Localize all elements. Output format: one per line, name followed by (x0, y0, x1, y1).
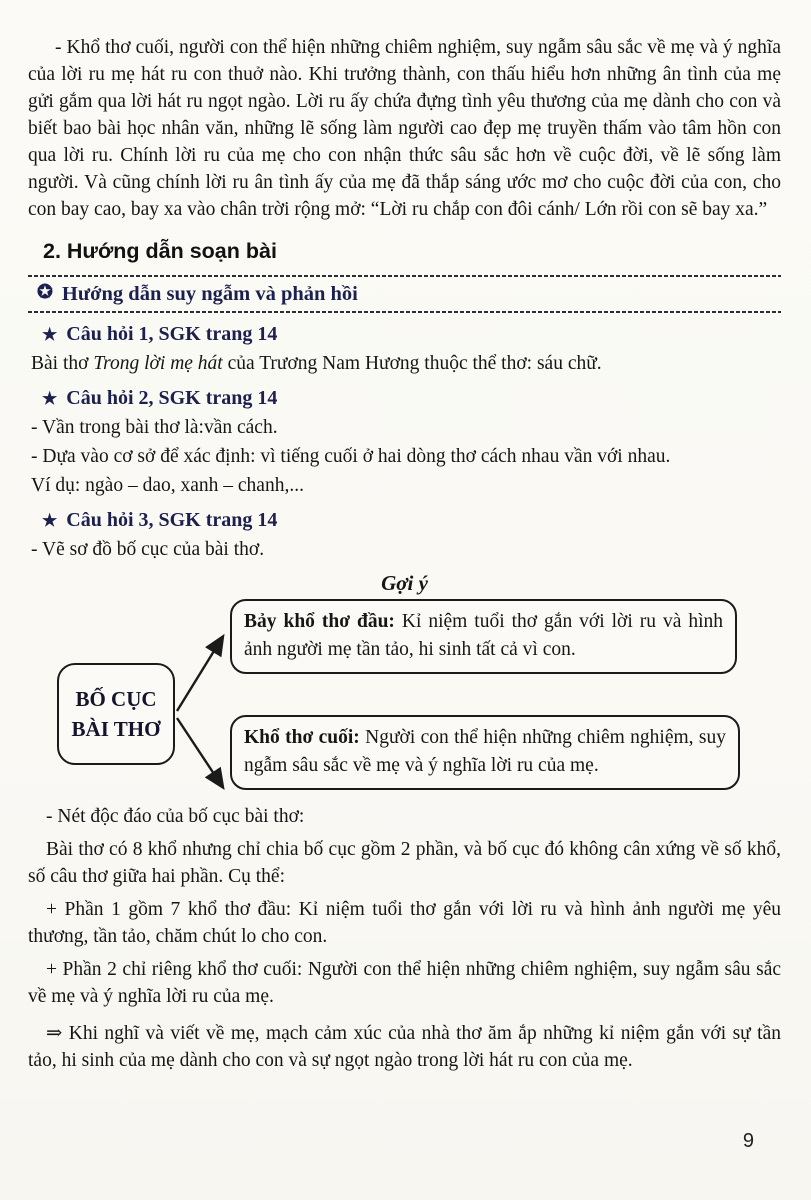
question-3-heading (42, 507, 781, 534)
branch-2-label: Khổ thơ cuối: (244, 727, 360, 748)
question-1-answer: Bài thơ Trong lời mẹ hát của Trương Nam Hương thuộc thể thơ: sáu chữ. (31, 353, 602, 374)
question-2-answer-line: - Dựa vào cơ sở để xác định: vì tiếng cuối ở hai dòng thơ cách nhau vần với nhau. (31, 446, 671, 467)
analysis-paragraph: Bài thơ có 8 khổ nhưng chỉ chia bố cục gồm 2 phần, và bố cục đó không cân xứng về số khổ, số câu thơ giữa hai phần. Cụ thể: (28, 839, 781, 887)
guide-banner-row (28, 277, 781, 311)
guide-banner (28, 275, 781, 313)
arrow-to-branch-2 (177, 718, 222, 786)
page-number: 9 (742, 1130, 754, 1152)
question-2-answer-line: - Vần trong bài thơ là:vần cách. (31, 417, 278, 438)
branch-1-text: Kỉ niệm tuổi thơ gắn với lời ru và hình ảnh người mẹ tần tảo, hi sinh tất cả vì con. (244, 611, 723, 660)
conclusion-paragraph: ⇒ Khi nghĩ và viết về mẹ, mạch cảm xúc của nhà thơ ăm ắp những kỉ niệm gắn với sự tần tảo, hi sinh của mẹ dành cho con và sự ngọt ngào trong lời hát ru con của mẹ. (28, 1023, 781, 1071)
intro-paragraph: - Khổ thơ cuối, người con thể hiện những chiêm nghiệm, suy ngẫm sâu sắc về mẹ và ý nghĩa của lời ru mẹ hát ru con thuở nào. Khi trưởng thành, con thấu hiểu hơn những ân tình của mẹ gửi gắm qua lời hát ru ngọt ngào. Lời ru ấy chứa đựng tình yêu thương của mẹ dành cho con và biết bao bài học nhân văn, những lẽ sống làm người cao đẹp mẹ truyền thấm vào tâm hồn con qua lời ru. Chính lời ru của mẹ cho con nhận thức sâu sắc hơn về cuộc đời, về lẽ sống làm người. Và cũng chính lời ru ân tình ấy của mẹ đã thắp sáng ước mơ cho cuộc đời của con, cho con bay cao, bay xa vào chân trời rộng mở: “Lời ru chắp con đôi cánh/ Lớn rồi con sẽ bay xa.” (28, 37, 781, 220)
upper-content (0, 0, 811, 597)
lower-content (0, 803, 811, 1074)
branch-1-label: Bảy khổ thơ đầu: (244, 611, 395, 632)
dashed-divider-bottom (28, 311, 781, 313)
question-2-answer-line: Ví dụ: ngào – dao, xanh – chanh,... (31, 475, 304, 496)
star-icon: ★ (42, 325, 58, 344)
diagram-branch-1-box (230, 599, 737, 674)
arrow-to-branch-1 (177, 638, 222, 711)
question-1-title: Câu hỏi 1, SGK trang 14 (66, 323, 278, 345)
circled-star-icon: ✪ (37, 282, 53, 303)
branch-2-text: Người con thể hiện những chiêm nghiệm, suy ngẫm sâu sắc về mẹ và ý nghĩa lời ru của mẹ. (244, 727, 726, 776)
diagram-root-box (57, 663, 175, 765)
root-box-line-1: BỐ CỤC (75, 687, 157, 711)
question-3-title: Câu hỏi 3, SGK trang 14 (66, 509, 278, 531)
question-1-heading (42, 321, 781, 348)
question-3-answer-line: - Vẽ sơ đồ bố cục của bài thơ. (31, 539, 265, 560)
analysis-paragraph: - Nét độc đáo của bố cục bài thơ: (46, 806, 305, 827)
structure-diagram (0, 597, 811, 797)
star-icon: ★ (42, 511, 58, 530)
analysis-paragraph: + Phần 1 gồm 7 khổ thơ đầu: Kỉ niệm tuổi thơ gắn với lời ru và hình ảnh người mẹ yêu thương, tần tảo, chăm chút lo cho con. (28, 899, 781, 947)
guide-banner-title: Hướng dẫn suy ngẫm và phản hồi (61, 283, 358, 305)
diagram-branch-2-box (230, 715, 740, 790)
analysis-paragraph: + Phần 2 chỉ riêng khổ thơ cuối: Người con thể hiện những chiêm nghiệm, suy ngẫm sâu sắc về mẹ và ý nghĩa lời ru của mẹ. (28, 959, 781, 1007)
question-2-heading (42, 385, 781, 412)
star-icon: ★ (42, 389, 58, 408)
diagram-caption: Gợi ý (381, 571, 428, 595)
root-box-line-2: BÀI THƠ (71, 717, 161, 741)
poem-title-italic: Trong lời mẹ hát (93, 353, 223, 374)
question-2-title: Câu hỏi 2, SGK trang 14 (66, 387, 278, 409)
section-heading: 2. Hướng dẫn soạn bài (43, 239, 277, 263)
